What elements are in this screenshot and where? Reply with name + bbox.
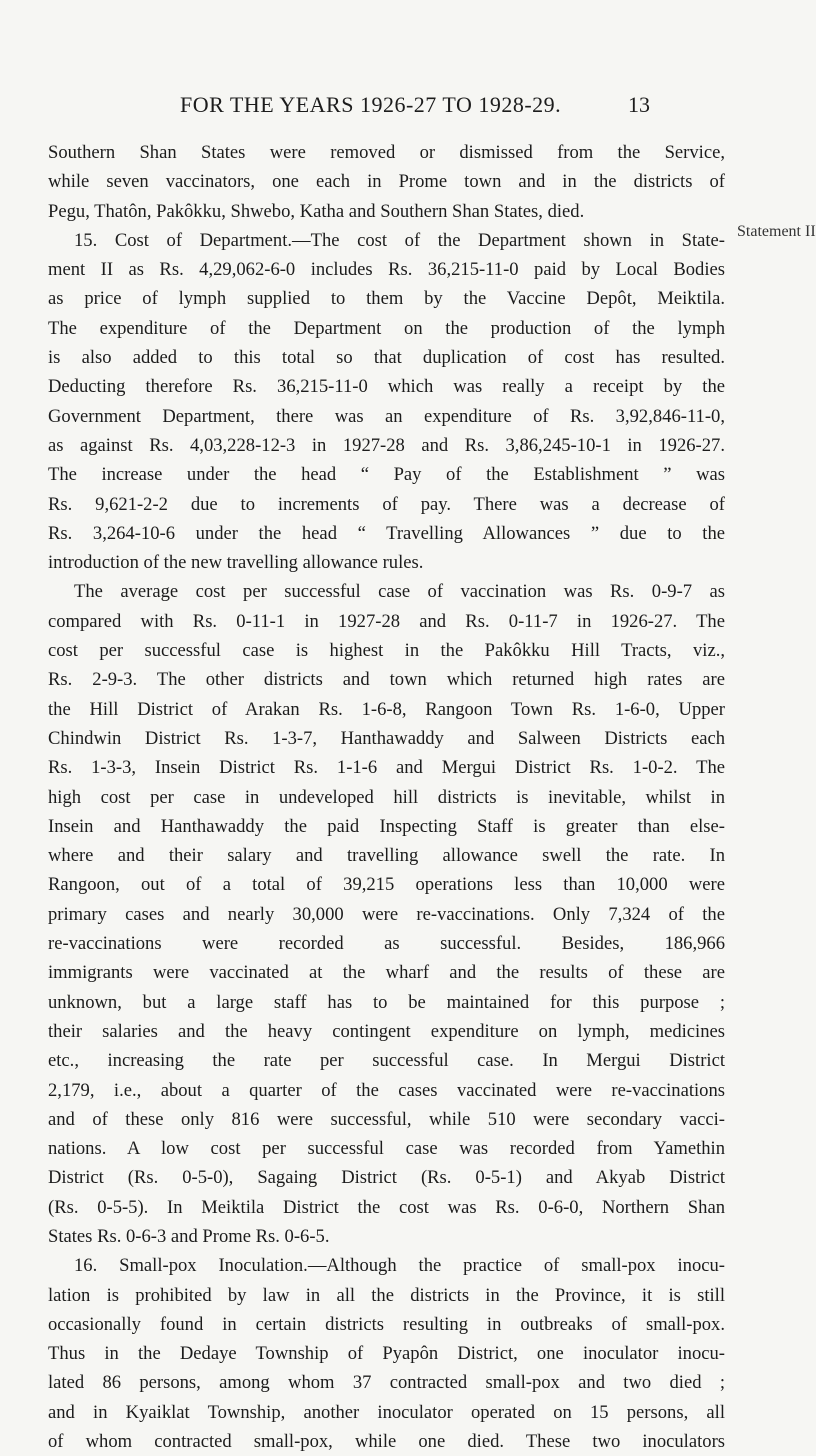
text-line: ment II as Rs. 4,29,062-6-0 includes Rs. 36,215-11-0 paid by Local Bodies	[48, 259, 725, 281]
text-line: as against Rs. 4,03,228-12-3 in 1927-28 and Rs. 3,86,245-10-1 in 1926-27.	[48, 434, 725, 456]
text-line: States Rs. 0-6-3 and Prome Rs. 0-6-5.	[48, 1225, 330, 1247]
text-line: lation is prohibited by law in all the districts in the Province, it is still	[48, 1284, 725, 1306]
text-line: lated 86 persons, among whom 37 contracted small-pox and two died ;	[48, 1372, 725, 1394]
text-line: Chindwin District Rs. 1-3-7, Hanthawaddy and Salween Districts each	[48, 727, 725, 749]
text-line: re-vaccinations were recorded as successful. Besides, 186,966	[48, 933, 725, 955]
text-line: Rs. 1-3-3, Insein District Rs. 1-1-6 and Mergui District Rs. 1-0-2. The	[48, 757, 725, 779]
text-line: The increase under the head “ Pay of the Establishment ” was	[48, 464, 725, 486]
text-line: Deducting therefore Rs. 36,215-11-0 which was really a receipt by the	[48, 376, 725, 398]
text-line: Rs. 9,621-2-2 due to increments of pay. There was a decrease of	[48, 493, 725, 515]
body-text	[48, 138, 725, 1456]
text-line: as price of lymph supplied to them by the Vaccine Depôt, Meiktila.	[48, 288, 725, 310]
text-line: occasionally found in certain districts resulting in outbreaks of small-pox.	[48, 1313, 725, 1335]
text-line: etc., increasing the rate per successful case. In Mergui District	[48, 1050, 725, 1072]
text-line: nations. A low cost per successful case was recorded from Yamethin	[48, 1138, 725, 1160]
text-line: District (Rs. 0-5-0), Sagaing District (Rs. 0-5-1) and Akyab District	[48, 1167, 725, 1189]
text-line: is also added to this total so that duplication of cost has resulted.	[48, 347, 725, 369]
text-line: Thus in the Dedaye Township of Pyapôn District, one inoculator inocu-	[48, 1343, 725, 1365]
text-line: Rangoon, out of a total of 39,215 operations less than 10,000 were	[48, 874, 725, 896]
text-line: their salaries and the heavy contingent expenditure on lymph, medicines	[48, 1020, 725, 1042]
text-line: Insein and Hanthawaddy the paid Inspecting Staff is greater than else-	[48, 815, 725, 837]
text-line: where and their salary and travelling allowance swell the rate. In	[48, 845, 725, 867]
text-line: introduction of the new travelling allowance rules.	[48, 552, 424, 574]
text-line: 2,179, i.e., about a quarter of the cases vaccinated were re-vaccinations	[48, 1079, 725, 1101]
text-line: The average cost per successful case of vaccination was Rs. 0-9-7 as	[74, 581, 725, 603]
marginal-note: Statement II	[737, 223, 816, 240]
page-number: 13	[628, 92, 650, 117]
text-line: the Hill District of Arakan Rs. 1-6-8, Rangoon Town Rs. 1-6-0, Upper	[48, 698, 725, 720]
text-line: unknown, but a large staff has to be maintained for this purpose ;	[48, 991, 725, 1013]
text-line: The expenditure of the Department on the production of the lymph	[48, 317, 725, 339]
text-line: while seven vaccinators, one each in Prome town and in the districts of	[48, 171, 725, 193]
text-line: Pegu, Thatôn, Pakôkku, Shwebo, Katha and Southern Shan States, died.	[48, 200, 585, 222]
text-line: Rs. 2-9-3. The other districts and town which returned high rates are	[48, 669, 725, 691]
text-line: immigrants were vaccinated at the wharf and the results of these are	[48, 962, 725, 984]
running-header	[0, 92, 801, 122]
text-line: Rs. 3,264-10-6 under the head “ Travelling Allowances ” due to the	[48, 522, 725, 544]
section-15-heading-line: 15. Cost of Department.—The cost of the Department shown in State-	[74, 229, 725, 251]
text-line: Southern Shan States were removed or dismissed from the Service,	[48, 142, 725, 163]
text-line: primary cases and nearly 30,000 were re-vaccinations. Only 7,324 of the	[48, 903, 725, 925]
text-line: and of these only 816 were successful, while 510 were secondary vacci-	[48, 1108, 725, 1130]
text-line: compared with Rs. 0-11-1 in 1927-28 and Rs. 0-11-7 in 1926-27. The	[48, 610, 725, 632]
text-line: of whom contracted small-pox, while one died. These two inoculators	[48, 1431, 725, 1453]
text-line: cost per successful case is highest in the Pakôkku Hill Tracts, viz.,	[48, 640, 725, 662]
text-line: Government Department, there was an expenditure of Rs. 3,92,846-11-0,	[48, 405, 725, 427]
text-line: and in Kyaiklat Township, another inoculator operated on 15 persons, all	[48, 1401, 725, 1423]
text-line: (Rs. 0-5-5). In Meiktila District the cost was Rs. 0-6-0, Northern Shan	[48, 1196, 725, 1218]
text-line: high cost per case in undeveloped hill districts is inevitable, whilst in	[48, 786, 725, 808]
running-title: FOR THE YEARS 1926-27 TO 1928-29.	[180, 92, 562, 117]
section-16-heading-line: 16. Small-pox Inoculation.—Although the practice of small-pox inocu-	[74, 1255, 725, 1277]
